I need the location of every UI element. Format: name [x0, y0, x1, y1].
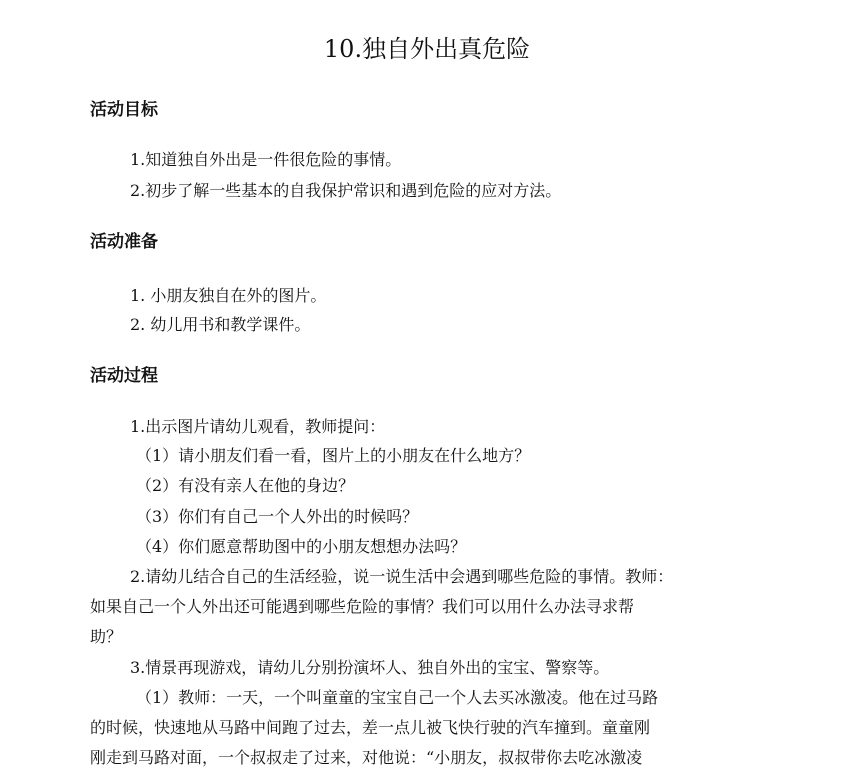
process-line: 助？: [90, 627, 123, 646]
section-heading-goals: 活动目标: [90, 100, 158, 120]
process-line: 刚走到马路对面，一个叔叔走了过来，对他说：“小朋友，叔叔带你去吃冰激凌: [90, 748, 643, 767]
process-line: 3.情景再现游戏，请幼儿分别扮演坏人、独自外出的宝宝、警察等。: [130, 658, 610, 677]
process-line: （2）有没有亲人在他的身边？: [136, 476, 355, 495]
process-line: 的时候，快速地从马路中间跑了过去，差一点儿被飞快行驶的汽车撞到。童童刚: [90, 718, 651, 737]
goal-item-2: 2.初步了解一些基本的自我保护常识和遇到危险的应对方法。: [130, 181, 562, 200]
process-line: 1.出示图片请幼儿观看，教师提问：: [130, 417, 386, 436]
process-line: （3）你们有自己一个人外出的时候吗？: [136, 507, 419, 526]
section-heading-process: 活动过程: [90, 366, 158, 386]
goal-item-1: 1.知道独自外出是一件很危险的事情。: [130, 150, 402, 169]
process-line: （4）你们愿意帮助图中的小朋友想想办法吗？: [136, 537, 467, 556]
preparation-item-2: 2. 幼儿用书和教学课件。: [130, 315, 311, 334]
process-line: 如果自己一个人外出还可能遇到哪些危险的事情？我们可以用什么办法寻求帮: [90, 597, 635, 616]
document-title: 10.独自外出真危险: [323, 35, 531, 63]
process-line: （1）教师：一天，一个叫童童的宝宝自己一个人去买冰激凌。他在过马路: [136, 688, 659, 707]
section-heading-preparation: 活动准备: [90, 232, 158, 252]
preparation-item-1: 1. 小朋友独自在外的图片。: [130, 286, 327, 305]
process-line: （1）请小朋友们看一看，图片上的小朋友在什么地方？: [136, 446, 531, 465]
process-line: 2.请幼儿结合自己的生活经验，说一说生活中会遇到哪些危险的事情。教师：: [130, 567, 674, 586]
